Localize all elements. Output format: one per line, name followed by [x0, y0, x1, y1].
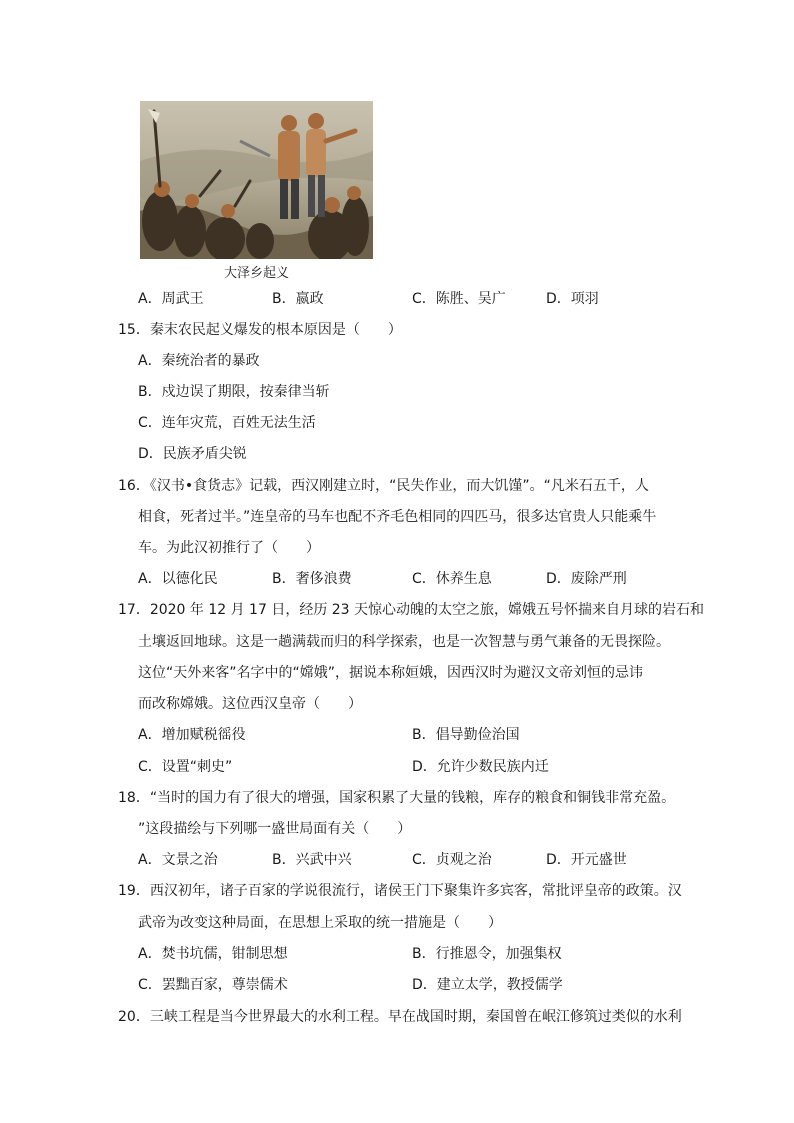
- q19-stem-line-1: 19．西汉初年，诸子百家的学说很流行，诸侯王门下聚集许多宾客，常批评皇帝的政策。汉: [118, 883, 682, 899]
- q17-option-a: A．增加赋税徭役: [138, 727, 246, 743]
- q16-option-a: A．以德化民: [138, 571, 218, 587]
- q16-stem-line-2: 相食，死者过半。”连皇帝的马车也配不齐毛色相同的四匹马，很多达官贵人只能乘牛: [138, 509, 657, 525]
- q17-stem-line-3: 这位“天外来客”名字中的“嫦娥”，据说本称姮娥，因西汉时为避汉文帝刘恒的忌讳: [138, 665, 644, 681]
- q19-option-d: D．建立太学，教授儒学: [412, 977, 563, 993]
- q19-option-c: C．罢黜百家，尊崇儒术: [138, 977, 288, 993]
- q17-option-b: B．倡导勤俭治国: [412, 727, 520, 743]
- q15-option-d: D．民族矛盾尖锐: [138, 446, 247, 462]
- q16-option-b: B．奢侈浪费: [272, 571, 352, 587]
- q18-option-c: C．贞观之治: [412, 852, 492, 868]
- q19-stem-line-2: 武帝为改变这种局面，在思想上采取的统一措施是（ ）: [138, 915, 502, 931]
- q16-option-d: D．废除严刑: [546, 571, 627, 587]
- q17-stem-line-4: 而改称嫦娥。这位西汉皇帝（ ）: [138, 696, 362, 712]
- q15-stem: 15．秦末农民起义爆发的根本原因是（ ）: [118, 322, 402, 338]
- q17-stem-line-1: 17．2020 年 12 月 17 日，经历 23 天惊心动魄的太空之旅，嫦娥五号怀揣来自月球的岩石和: [118, 602, 705, 618]
- q15-option-c: C．连年灾荒，百姓无法生活: [138, 415, 316, 431]
- q16-stem-line-3: 车。为此汉初推行了（ ）: [138, 540, 320, 556]
- q17-option-c: C．设置“刺史”: [138, 759, 233, 775]
- q19-option-a: A．焚书坑儒，钳制思想: [138, 946, 288, 962]
- q14-option-d: D．项羽: [546, 291, 599, 307]
- q17-option-d: D．允许少数民族内迁: [412, 759, 549, 775]
- q16-option-c: C．休养生息: [412, 571, 492, 587]
- q18-stem-line-2: ”这段描绘与下列哪一盛世局面有关（ ）: [138, 821, 412, 837]
- q18-option-b: B．兴武中兴: [272, 852, 352, 868]
- q15-option-b: B．戍边误了期限，按秦律当斩: [138, 384, 330, 400]
- figure-caption: 大泽乡起义: [223, 266, 289, 281]
- q15-option-a: A．秦统治者的暴政: [138, 353, 260, 369]
- q20-stem-line-1: 20．三峡工程是当今世界最大的水利工程。早在战国时期，秦国曾在岷江修筑过类似的水利: [118, 1009, 682, 1025]
- painting-svg: [140, 101, 373, 259]
- q18-option-a: A．文景之治: [138, 852, 218, 868]
- q19-option-b: B．行推恩令，加强集权: [412, 946, 562, 962]
- q14-option-a: A．周武王: [138, 291, 204, 307]
- q18-stem-line-1: 18．“当时的国力有了很大的增强，国家积累了大量的钱粮，库存的粮食和铜钱非常充盈。: [118, 790, 676, 806]
- q16-stem-line-1: 16．《汉书•食货志》记载，西汉刚建立时，“民失作业，而大饥馑”。“凡米石五千，人: [118, 478, 649, 494]
- q18-option-d: D．开元盛世: [546, 852, 627, 868]
- uprising-painting-image: [140, 101, 373, 259]
- q14-option-c: C．陈胜、吴广: [412, 291, 506, 307]
- q14-option-b: B．嬴政: [272, 291, 324, 307]
- q17-stem-line-2: 土壤返回地球。这是一趟满载而归的科学探索，也是一次智慧与勇气兼备的无畏探险。: [138, 634, 670, 650]
